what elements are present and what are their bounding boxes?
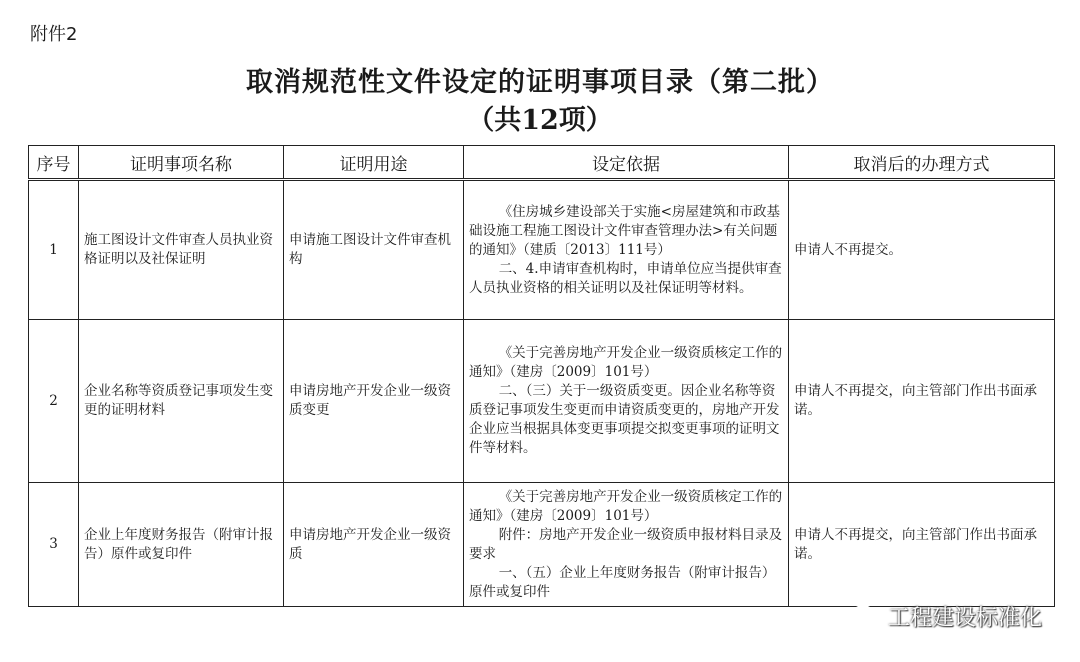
table-header-row: [29, 146, 1055, 180]
basis-line: 《关于完善房地产开发企业一级资质核定工作的通知》（建房〔2009〕101号）: [469, 488, 783, 524]
basis-line: 二、（三）关于一级资质变更。因企业名称等资质登记事项发生变更而申请资质变更的，房地产开发企业应当根据具体变更事项提交拟变更事项的证明文件等材料。: [469, 383, 780, 456]
attachment-label: 附件2: [30, 24, 78, 45]
row-basis: [464, 320, 789, 483]
row-handling: 申请人不再提交。: [789, 180, 1055, 320]
document-subtitle: （共12项）: [467, 105, 613, 136]
certificate-catalog-table: [28, 145, 1055, 607]
table-row: [29, 320, 1055, 483]
wechat-icon: [852, 604, 882, 630]
row-seq: 2: [29, 320, 79, 483]
basis-line: 一、（五）企业上年度财务报告（附审计报告）原件或复印件: [469, 564, 776, 600]
watermark-text: 工程建设标准化: [887, 606, 1042, 631]
row-name: 施工图设计文件审查人员执业资格证明以及社保证明: [79, 180, 284, 320]
row-name: 企业名称等资质登记事项发生变更的证明材料: [79, 320, 284, 483]
row-purpose: 申请房地产开发企业一级资质变更: [284, 320, 464, 483]
row-purpose: 申请施工图设计文件审查机构: [284, 180, 464, 320]
row-seq: 1: [29, 180, 79, 320]
watermark: [852, 601, 1042, 632]
basis-line: 《关于完善房地产开发企业一级资质核定工作的通知》（建房〔2009〕101号）: [469, 345, 783, 380]
basis-line: 《住房城乡建设部关于实施<房屋建筑和市政基础设施工程施工图设计文件审查管理办法>有关问题的通知》（建质〔2013〕111号）: [469, 203, 780, 258]
row-purpose: 申请房地产开发企业一级资质: [284, 483, 464, 607]
basis-line: 二、4.申请审查机构时，申请单位应当提供审查人员执业资格的相关证明以及社保证明等材料。: [469, 260, 782, 296]
row-name: 企业上年度财务报告（附审计报告）原件或复印件: [79, 483, 284, 607]
row-handling: 申请人不再提交，向主管部门作出书面承诺。: [789, 320, 1055, 483]
document-title: 取消规范性文件设定的证明事项目录（第二批）: [246, 67, 834, 98]
basis-line: 附件：房地产开发企业一级资质申报材料目录及要求: [469, 526, 783, 562]
header-purpose: 证明用途: [284, 146, 464, 180]
row-basis: [464, 483, 789, 607]
header-name: 证明事项名称: [79, 146, 284, 180]
row-seq: 3: [29, 483, 79, 607]
header-basis: 设定依据: [464, 146, 789, 180]
header-handling: 取消后的办理方式: [789, 146, 1055, 180]
row-handling: 申请人不再提交，向主管部门作出书面承诺。: [789, 483, 1055, 607]
table-row: [29, 180, 1055, 320]
table-row: [29, 483, 1055, 607]
header-seq: 序号: [29, 146, 79, 180]
row-basis: [464, 180, 789, 320]
